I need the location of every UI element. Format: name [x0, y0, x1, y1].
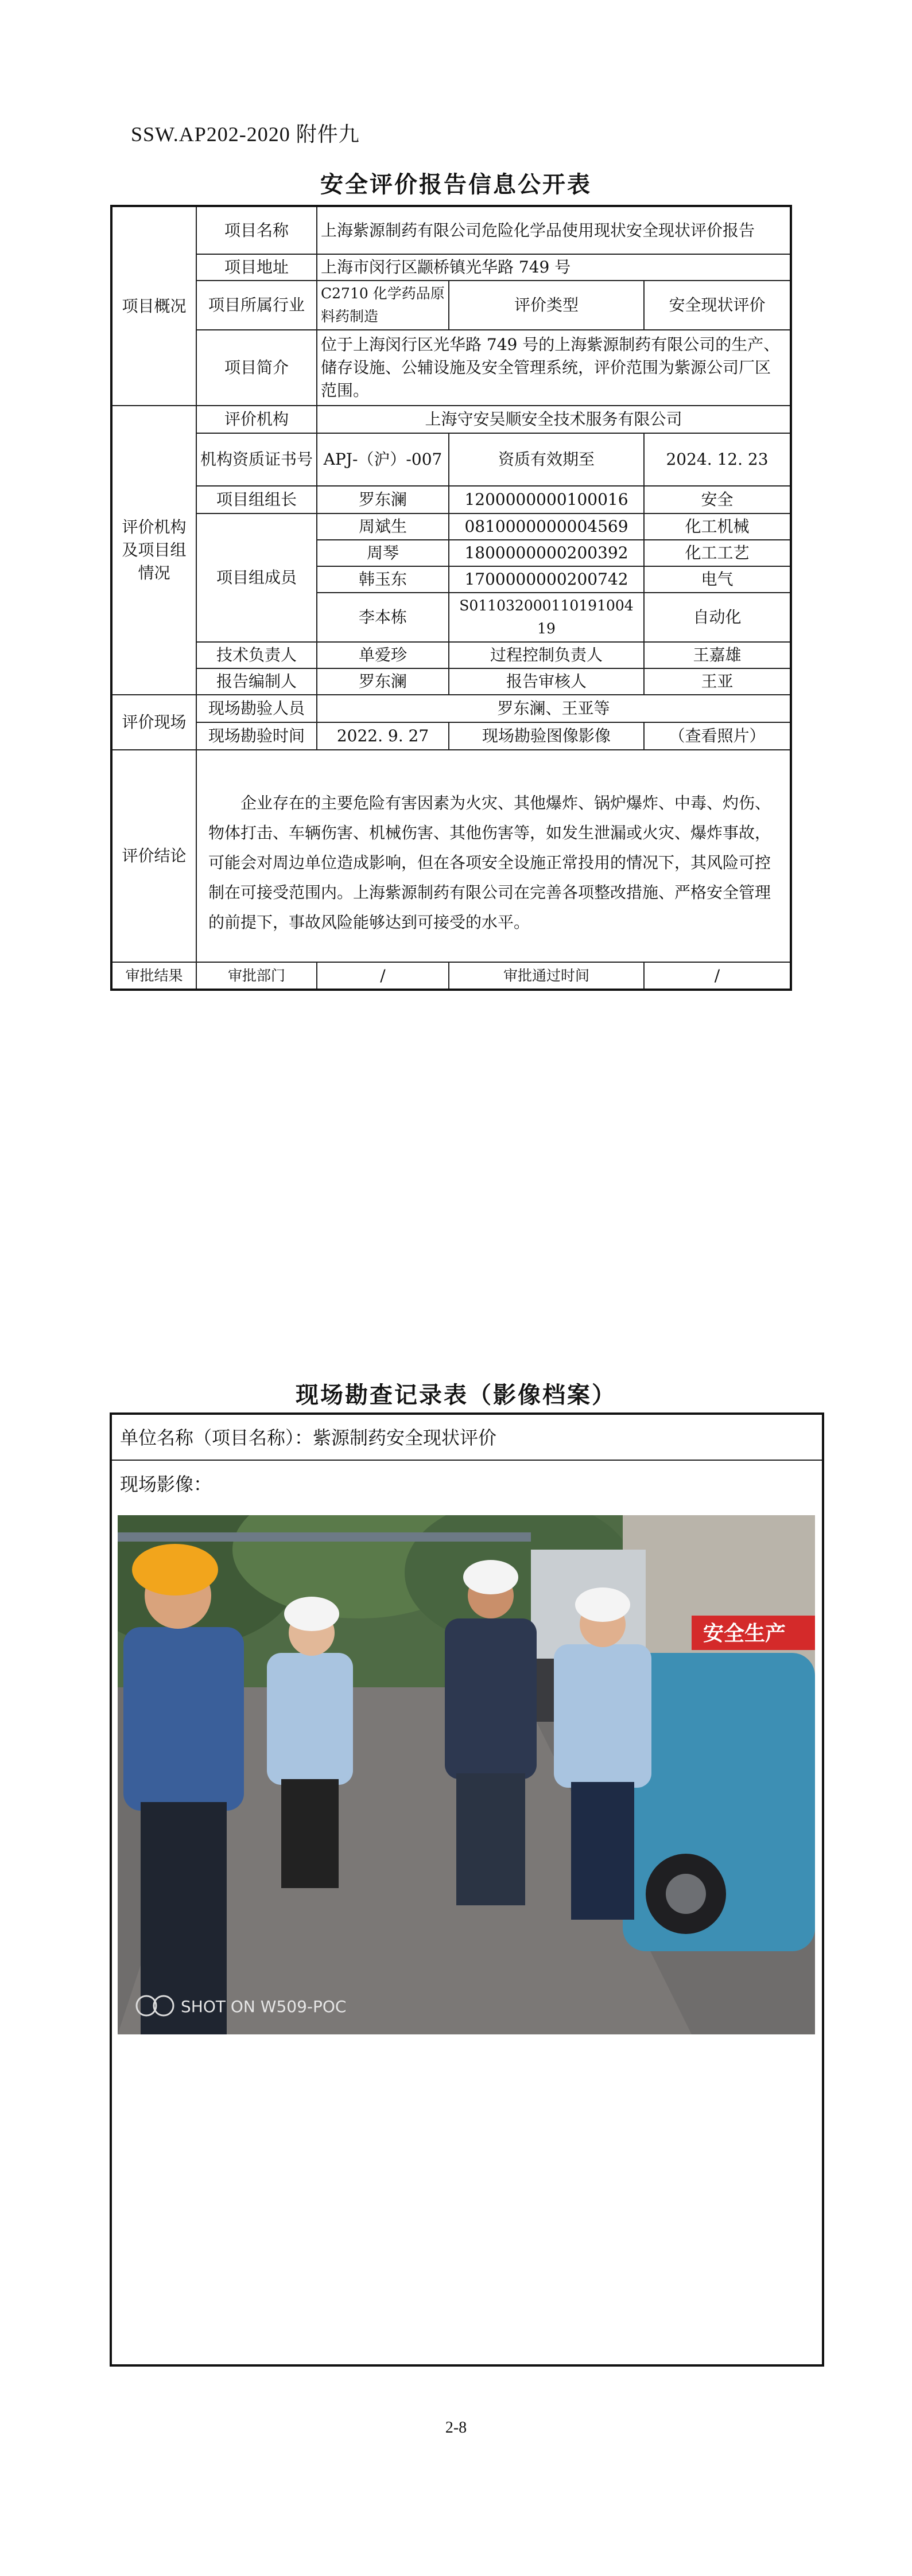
member-name: 韩玉东 [317, 566, 449, 593]
section-org: 评价机构及项目组情况 [111, 406, 196, 695]
member-id: 1800000000200392 [449, 540, 644, 566]
cert-number: APJ-（沪）-007 [317, 433, 449, 486]
member-id: 1700000000200742 [449, 566, 644, 593]
label-intro: 项目简介 [196, 330, 317, 406]
scene-image-label: 现场影像： [120, 1473, 212, 1495]
label-survey-time: 现场勘验时间 [196, 722, 317, 750]
report-reviewer: 王亚 [644, 668, 791, 695]
label-process: 过程控制负责人 [449, 642, 644, 668]
section-site: 评价现场 [111, 695, 196, 750]
label-eval-type: 评价类型 [449, 281, 644, 330]
label-surveyor: 现场勘验人员 [196, 695, 317, 722]
label-reviewer: 报告审核人 [449, 668, 644, 695]
info-table [110, 205, 792, 991]
validity-date: 2024. 12. 23 [644, 433, 791, 486]
tech-lead: 单爱珍 [317, 642, 449, 668]
label-writer: 报告编制人 [196, 668, 317, 695]
page-title: 安全评价报告信息公开表 [320, 171, 592, 198]
project-name: 上海紫源制药有限公司危险化学品使用现状安全现状评价报告 [317, 206, 791, 254]
photo-banner-text: 安全生产 [703, 1622, 786, 1645]
member-id: S011032000110191004​19 [449, 593, 644, 642]
member-id: 0810000000004569 [449, 513, 644, 540]
member-major: 化工机械 [644, 513, 791, 540]
leader-name: 罗东澜 [317, 486, 449, 513]
label-validity: 资质有效期至 [449, 433, 644, 486]
project-address: 上海市闵行区颛桥镇光华路 749 号 [317, 254, 791, 281]
report-writer: 罗东澜 [317, 668, 449, 695]
section-overview: 项目概况 [111, 206, 196, 406]
conclusion-text: 企业存在的主要危险有害因素为火灾、其他爆炸、锅炉爆炸、中毒、灼伤、物体打击、车辆伤害、机械伤害、其他伤害等，如发生泄漏或火灾、爆炸事故，可能会对周边单位造成影响，但在各项安全设施正常投用的情况下，其风险可控制在可接受范围内。上海紫源制药有限公司在完善各项整改措施、严格安全管理的前提下，事故风险能够达到可接受的水平。 [196, 750, 791, 962]
label-survey-images: 现场勘验图像影像 [449, 722, 644, 750]
eval-type: 安全现状评价 [644, 281, 791, 330]
page-number: 2-8 [445, 2419, 467, 2437]
label-leader: 项目组组长 [196, 486, 317, 513]
label-approval-dept: 审批部门 [196, 962, 317, 990]
site-photo [118, 1515, 815, 2034]
label-approval-time: 审批通过时间 [449, 962, 644, 990]
process-lead: 王嘉雄 [644, 642, 791, 668]
org-name: 上海守安吴顺安全技术服务有限公司 [317, 406, 791, 433]
document-code: SSW.AP202-2020 附件九 [131, 123, 360, 146]
surveyors: 罗东澜、王亚等 [317, 695, 791, 722]
section-conclusion: 评价结论 [111, 750, 196, 962]
label-org: 评价机构 [196, 406, 317, 433]
member-major: 电气 [644, 566, 791, 593]
label-members: 项目组成员 [196, 513, 317, 642]
label-industry: 项目所属行业 [196, 281, 317, 330]
project-intro: 位于上海闵行区光华路 749 号的上海紫源制药有限公司的生产、储存设施、公辅设施及安全管理系统，评价范围为紫源公司厂区范围。 [317, 330, 791, 406]
view-photos-link[interactable]: （查看照片） [644, 722, 791, 750]
leader-major: 安全 [644, 486, 791, 513]
unit-name-line: 单位名称（项目名称）：紫源制药安全现状评价 [112, 1415, 822, 1461]
label-tech: 技术负责人 [196, 642, 317, 668]
member-name: 李本栋 [317, 593, 449, 642]
photo-watermark: SHOT ON W509-POC [181, 1997, 347, 2016]
member-major: 化工工艺 [644, 540, 791, 566]
label-project-address: 项目地址 [196, 254, 317, 281]
approval-time: / [644, 962, 791, 990]
survey-time: 2022. 9. 27 [317, 722, 449, 750]
record-title: 现场勘查记录表（影像档案） [296, 1382, 616, 1408]
label-approval-result: 审批结果 [111, 962, 196, 990]
member-name: 周琴 [317, 540, 449, 566]
label-cert: 机构资质证书号 [196, 433, 317, 486]
member-major: 自动化 [644, 593, 791, 642]
approval-dept: / [317, 962, 449, 990]
industry: C2710 化学药品原料药制造 [317, 281, 449, 330]
record-box [110, 1412, 824, 2367]
label-project-name: 项目名称 [196, 206, 317, 254]
leader-id: 1200000000100016 [449, 486, 644, 513]
member-name: 周斌生 [317, 513, 449, 540]
